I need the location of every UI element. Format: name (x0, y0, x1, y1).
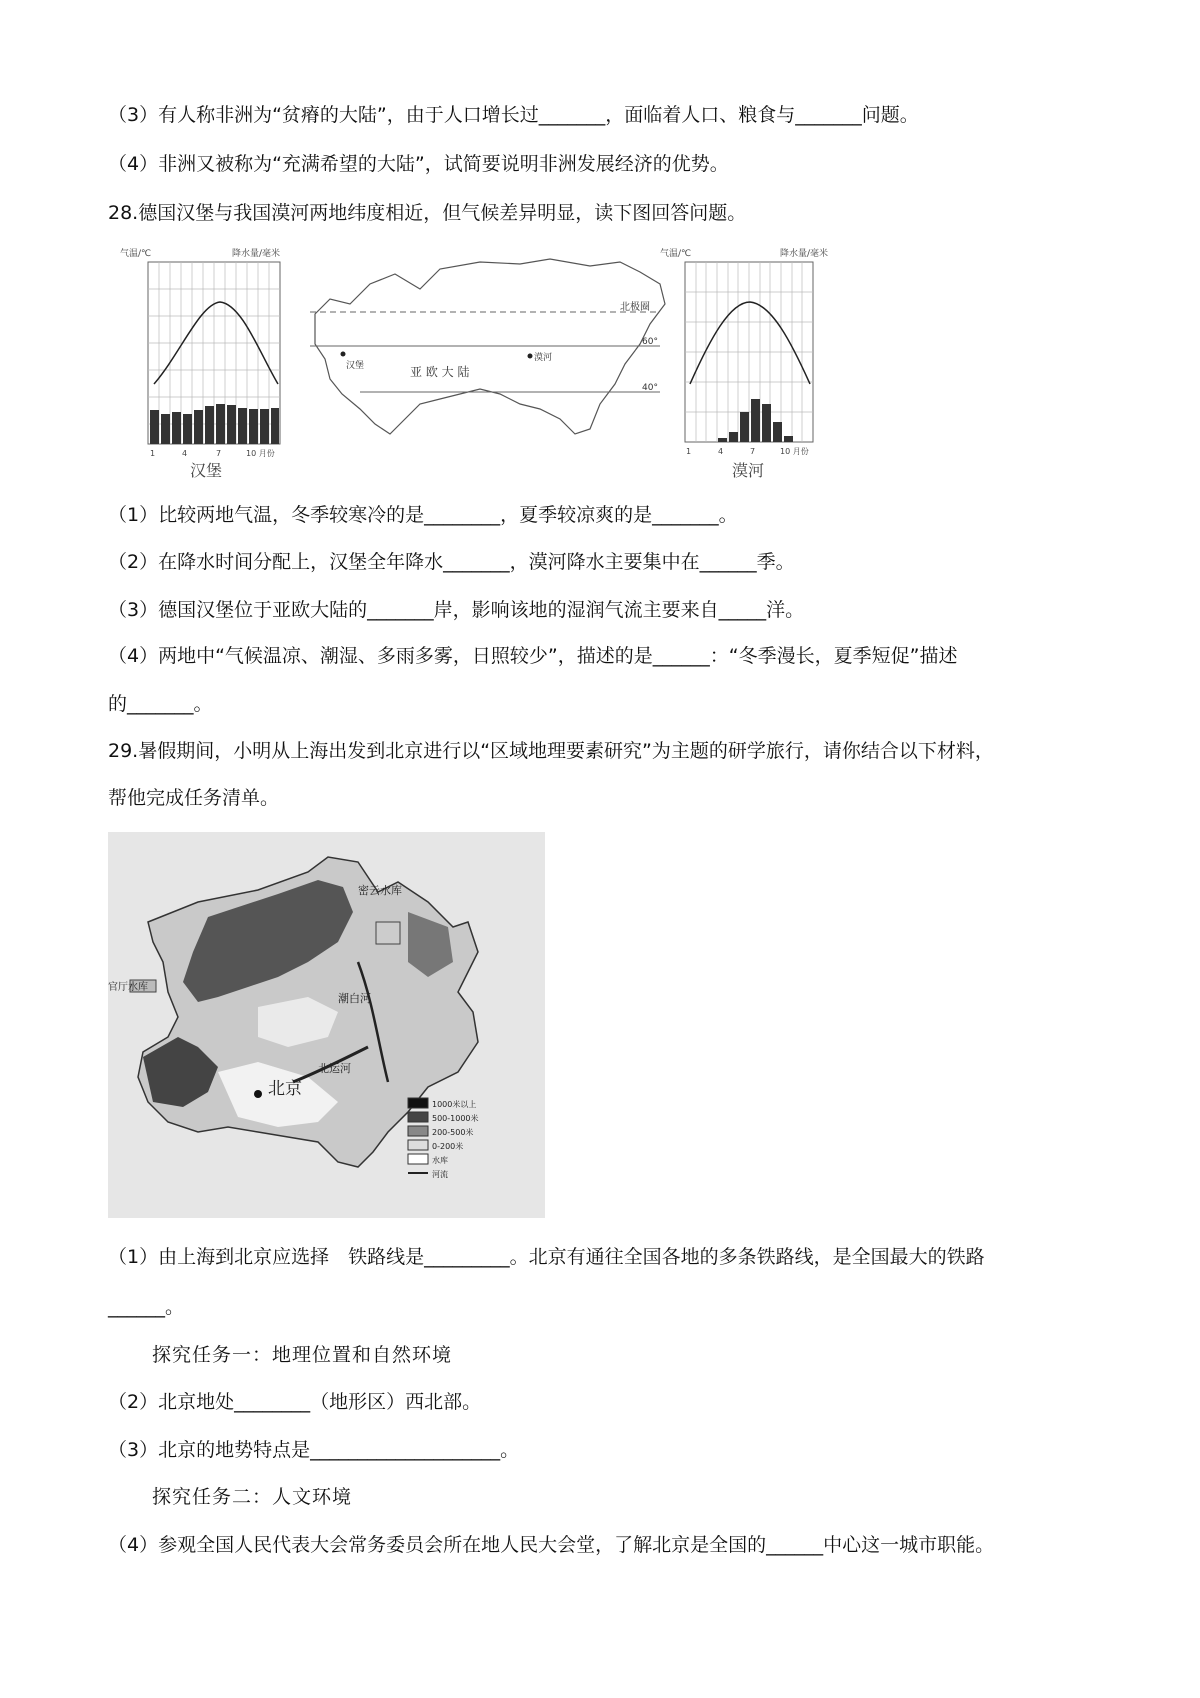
hamburg-temp-axis-label: 气温/℃ (120, 249, 152, 259)
map-mohe-dot (528, 354, 533, 359)
q29-task2-heading: 探究任务二：人文环境 (152, 1486, 353, 1508)
beijing-map-beiyun-label: 北运河 (318, 1062, 351, 1075)
legend-item-4: 0-200米 (432, 1142, 464, 1151)
legend-item-3: 200-500米 (432, 1128, 474, 1137)
map-lat40-label: 40° (642, 383, 658, 393)
legend-item-2: 500-1000米 (432, 1114, 479, 1123)
q29-item2: （2）北京地处________（地形区）西北部。 (108, 1391, 482, 1413)
q29-item1-line2: ______。 (108, 1296, 185, 1318)
map-hamburg-dot (341, 352, 346, 357)
q29-stem-line1: 29.暑假期间，小明从上海出发到北京进行以“区域地理要素研究”为主题的研学旅行，请你结合以下材料， (108, 740, 994, 762)
hamburg-climate-chart (120, 247, 280, 480)
mohe-precip-axis-label: 降水量/毫米 (780, 249, 829, 259)
q28-item4-line1: （4）两地中“气候温凉、潮湿、多雨多雾，日照较少”，描述的是______：“冬季漫长，夏季短促”描述 (108, 645, 958, 667)
map-lat60-label: 60° (642, 337, 658, 347)
hamburg-x-tick-10: 10 月份 (246, 449, 275, 458)
hamburg-precip-axis-label: 降水量/毫米 (232, 249, 281, 259)
map-continent-label: 亚 欧 大 陆 (410, 365, 470, 379)
eurasia-map (310, 259, 665, 434)
q29-task1-heading: 探究任务一：地理位置和自然环境 (152, 1344, 453, 1366)
beijing-map (108, 832, 545, 1218)
beijing-map-city-label: 北京 (268, 1079, 302, 1099)
q28-stem: 28.德国汉堡与我国漠河两地纬度相近，但气候差异明显，读下图回答问题。 (108, 202, 747, 224)
mohe-climate-chart (660, 247, 828, 480)
mohe-temp-axis-label: 气温/℃ (660, 249, 692, 259)
q29-item4: （4）参观全国人民代表大会常务委员会所在地人民大会堂，了解北京是全国的______中心这一城市职能。 (108, 1534, 995, 1556)
beijing-map-legend (408, 1098, 479, 1179)
beijing-map-guanting-label: 官厅水库 (108, 982, 148, 993)
legend-item-1: 1000米以上 (432, 1100, 477, 1109)
map-hamburg-label: 汉堡 (346, 361, 365, 371)
hamburg-x-tick-7: 7 (216, 449, 222, 458)
mohe-x-tick-1: 1 (686, 447, 692, 456)
legend-item-6: 河流 (432, 1170, 448, 1179)
mohe-precip-bars (718, 399, 793, 442)
q28-item4-line2: 的_______。 (108, 693, 213, 715)
mohe-x-tick-4: 4 (718, 447, 724, 456)
q29-item1-line1: （1）由上海到北京应选择 铁路线是_________。北京有通往全国各地的多条铁路线，是全国最大的铁路 (108, 1246, 985, 1268)
map-mohe-label: 漠河 (534, 353, 553, 363)
mohe-chart-title: 漠河 (732, 461, 765, 480)
q29-item3: （3）北京的地势特点是____________________。 (108, 1439, 520, 1461)
q28-item3: （3）德国汉堡位于亚欧大陆的_______岸，影响该地的湿润气流主要来自_____洋。 (108, 599, 805, 621)
mohe-x-tick-10: 10 月份 (780, 447, 809, 456)
q27-item3: （3）有人称非洲为“贫瘠的大陆”，由于人口增长过_______，面临着人口、粮食与_______问题。 (108, 104, 919, 126)
q28-figure (120, 244, 880, 484)
hamburg-x-tick-4: 4 (182, 449, 188, 458)
map-arctic-circle-label: 北极圈 (620, 302, 650, 313)
hamburg-chart-title: 汉堡 (190, 461, 223, 480)
q29-stem-line2: 帮他完成任务清单。 (108, 787, 280, 809)
beijing-map-chaobai-label: 潮白河 (338, 992, 371, 1005)
hamburg-x-tick-1: 1 (150, 449, 156, 458)
mohe-x-tick-7: 7 (750, 447, 756, 456)
legend-item-5: 水库 (432, 1156, 448, 1165)
q28-item1: （1）比较两地气温，冬季较寒冷的是________，夏季较凉爽的是_______。 (108, 504, 738, 526)
q27-item4: （4）非洲又被称为“充满希望的大陆”，试简要说明非洲发展经济的优势。 (108, 153, 729, 175)
q28-item2: （2）在降水时间分配上，汉堡全年降水_______，漠河降水主要集中在______季。 (108, 551, 795, 573)
beijing-map-miyun-label: 密云水库 (358, 884, 402, 897)
